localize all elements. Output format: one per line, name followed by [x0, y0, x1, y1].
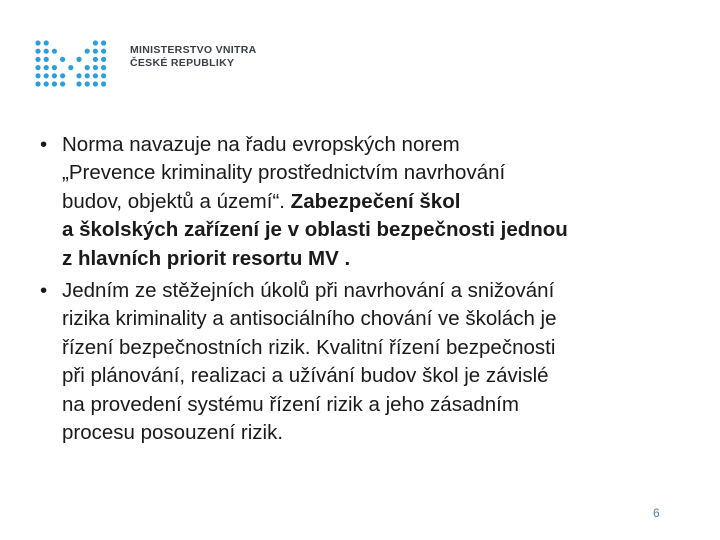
logo-line-1: MINISTERSTVO VNITRA	[130, 44, 257, 56]
bullet-dot: •	[40, 133, 48, 156]
logo-dot	[44, 81, 49, 86]
logo-dot	[85, 73, 90, 78]
bullet-item	[40, 277, 690, 447]
logo-dot	[52, 73, 57, 78]
logo-dot	[101, 73, 106, 78]
logo-dot	[101, 40, 106, 45]
logo-dot	[101, 49, 106, 54]
logo-dot	[44, 40, 49, 45]
text-line: „Prevence kriminality prostřednictvím navrhování	[62, 161, 506, 185]
logo-dot	[44, 73, 49, 78]
logo-dot	[52, 81, 57, 86]
logo-dot	[60, 57, 65, 62]
logo-dot	[93, 73, 98, 78]
text-line: procesu posouzení rizik.	[62, 421, 284, 445]
logo-dot	[93, 49, 98, 54]
text-line: z hlavních priorit resortu MV .	[62, 246, 351, 270]
text-line: na provedení systému řízení rizik a jeho zásadním	[62, 392, 519, 416]
logo-dot	[60, 73, 65, 78]
logo-dot	[76, 57, 81, 62]
text-line: řízení bezpečnostních rizik. Kvalitní řízení bezpečnosti	[62, 335, 556, 359]
logo-dot	[93, 81, 98, 86]
logo-dot	[101, 65, 106, 70]
logo-dot	[76, 73, 81, 78]
logo-dot	[93, 57, 98, 62]
logo-dot	[35, 73, 40, 78]
logo-dot	[35, 40, 40, 45]
logo-dot	[68, 65, 73, 70]
text-line: rizika kriminality a antisociálního chování ve školách je	[62, 307, 557, 331]
ministry-logo-text	[130, 44, 256, 70]
logo-dot	[35, 81, 40, 86]
logo-dot	[85, 49, 90, 54]
logo-dot	[101, 81, 106, 86]
logo-dot	[52, 49, 57, 54]
bullet-item	[40, 131, 690, 273]
logo-dot	[76, 81, 81, 86]
logo-dot	[44, 49, 49, 54]
slide-content	[40, 131, 690, 451]
logo-dot	[35, 49, 40, 54]
logo-dot	[85, 65, 90, 70]
text-line: a školských zařízení je v oblasti bezpečnosti jednou	[62, 218, 568, 242]
ministry-logo	[34, 24, 264, 90]
logo-dot	[93, 65, 98, 70]
bullet-dot: •	[40, 279, 48, 303]
logo-line-2: ČESKÉ REPUBLIKY	[130, 57, 235, 69]
text-line: Norma navazuje na řadu evropských norem	[62, 133, 460, 156]
logo-dot	[85, 81, 90, 86]
logo-dot	[44, 65, 49, 70]
logo-dot	[52, 65, 57, 70]
text-line: Jedním ze stěžejních úkolů při navrhování a snižování	[62, 279, 555, 303]
logo-dot	[44, 57, 49, 62]
page-number: 6	[653, 506, 660, 520]
logo-dot	[101, 57, 106, 62]
logo-dot	[93, 40, 98, 45]
logo-dot	[60, 81, 65, 86]
ministry-logo-mark-icon	[34, 24, 124, 90]
logo-dot	[35, 65, 40, 70]
logo-dot	[35, 57, 40, 62]
text-line: budov, objektů a území“. Zabezpečení škol	[62, 189, 461, 213]
text-line: při plánování, realizaci a užívání budov škol je závislé	[62, 364, 549, 388]
